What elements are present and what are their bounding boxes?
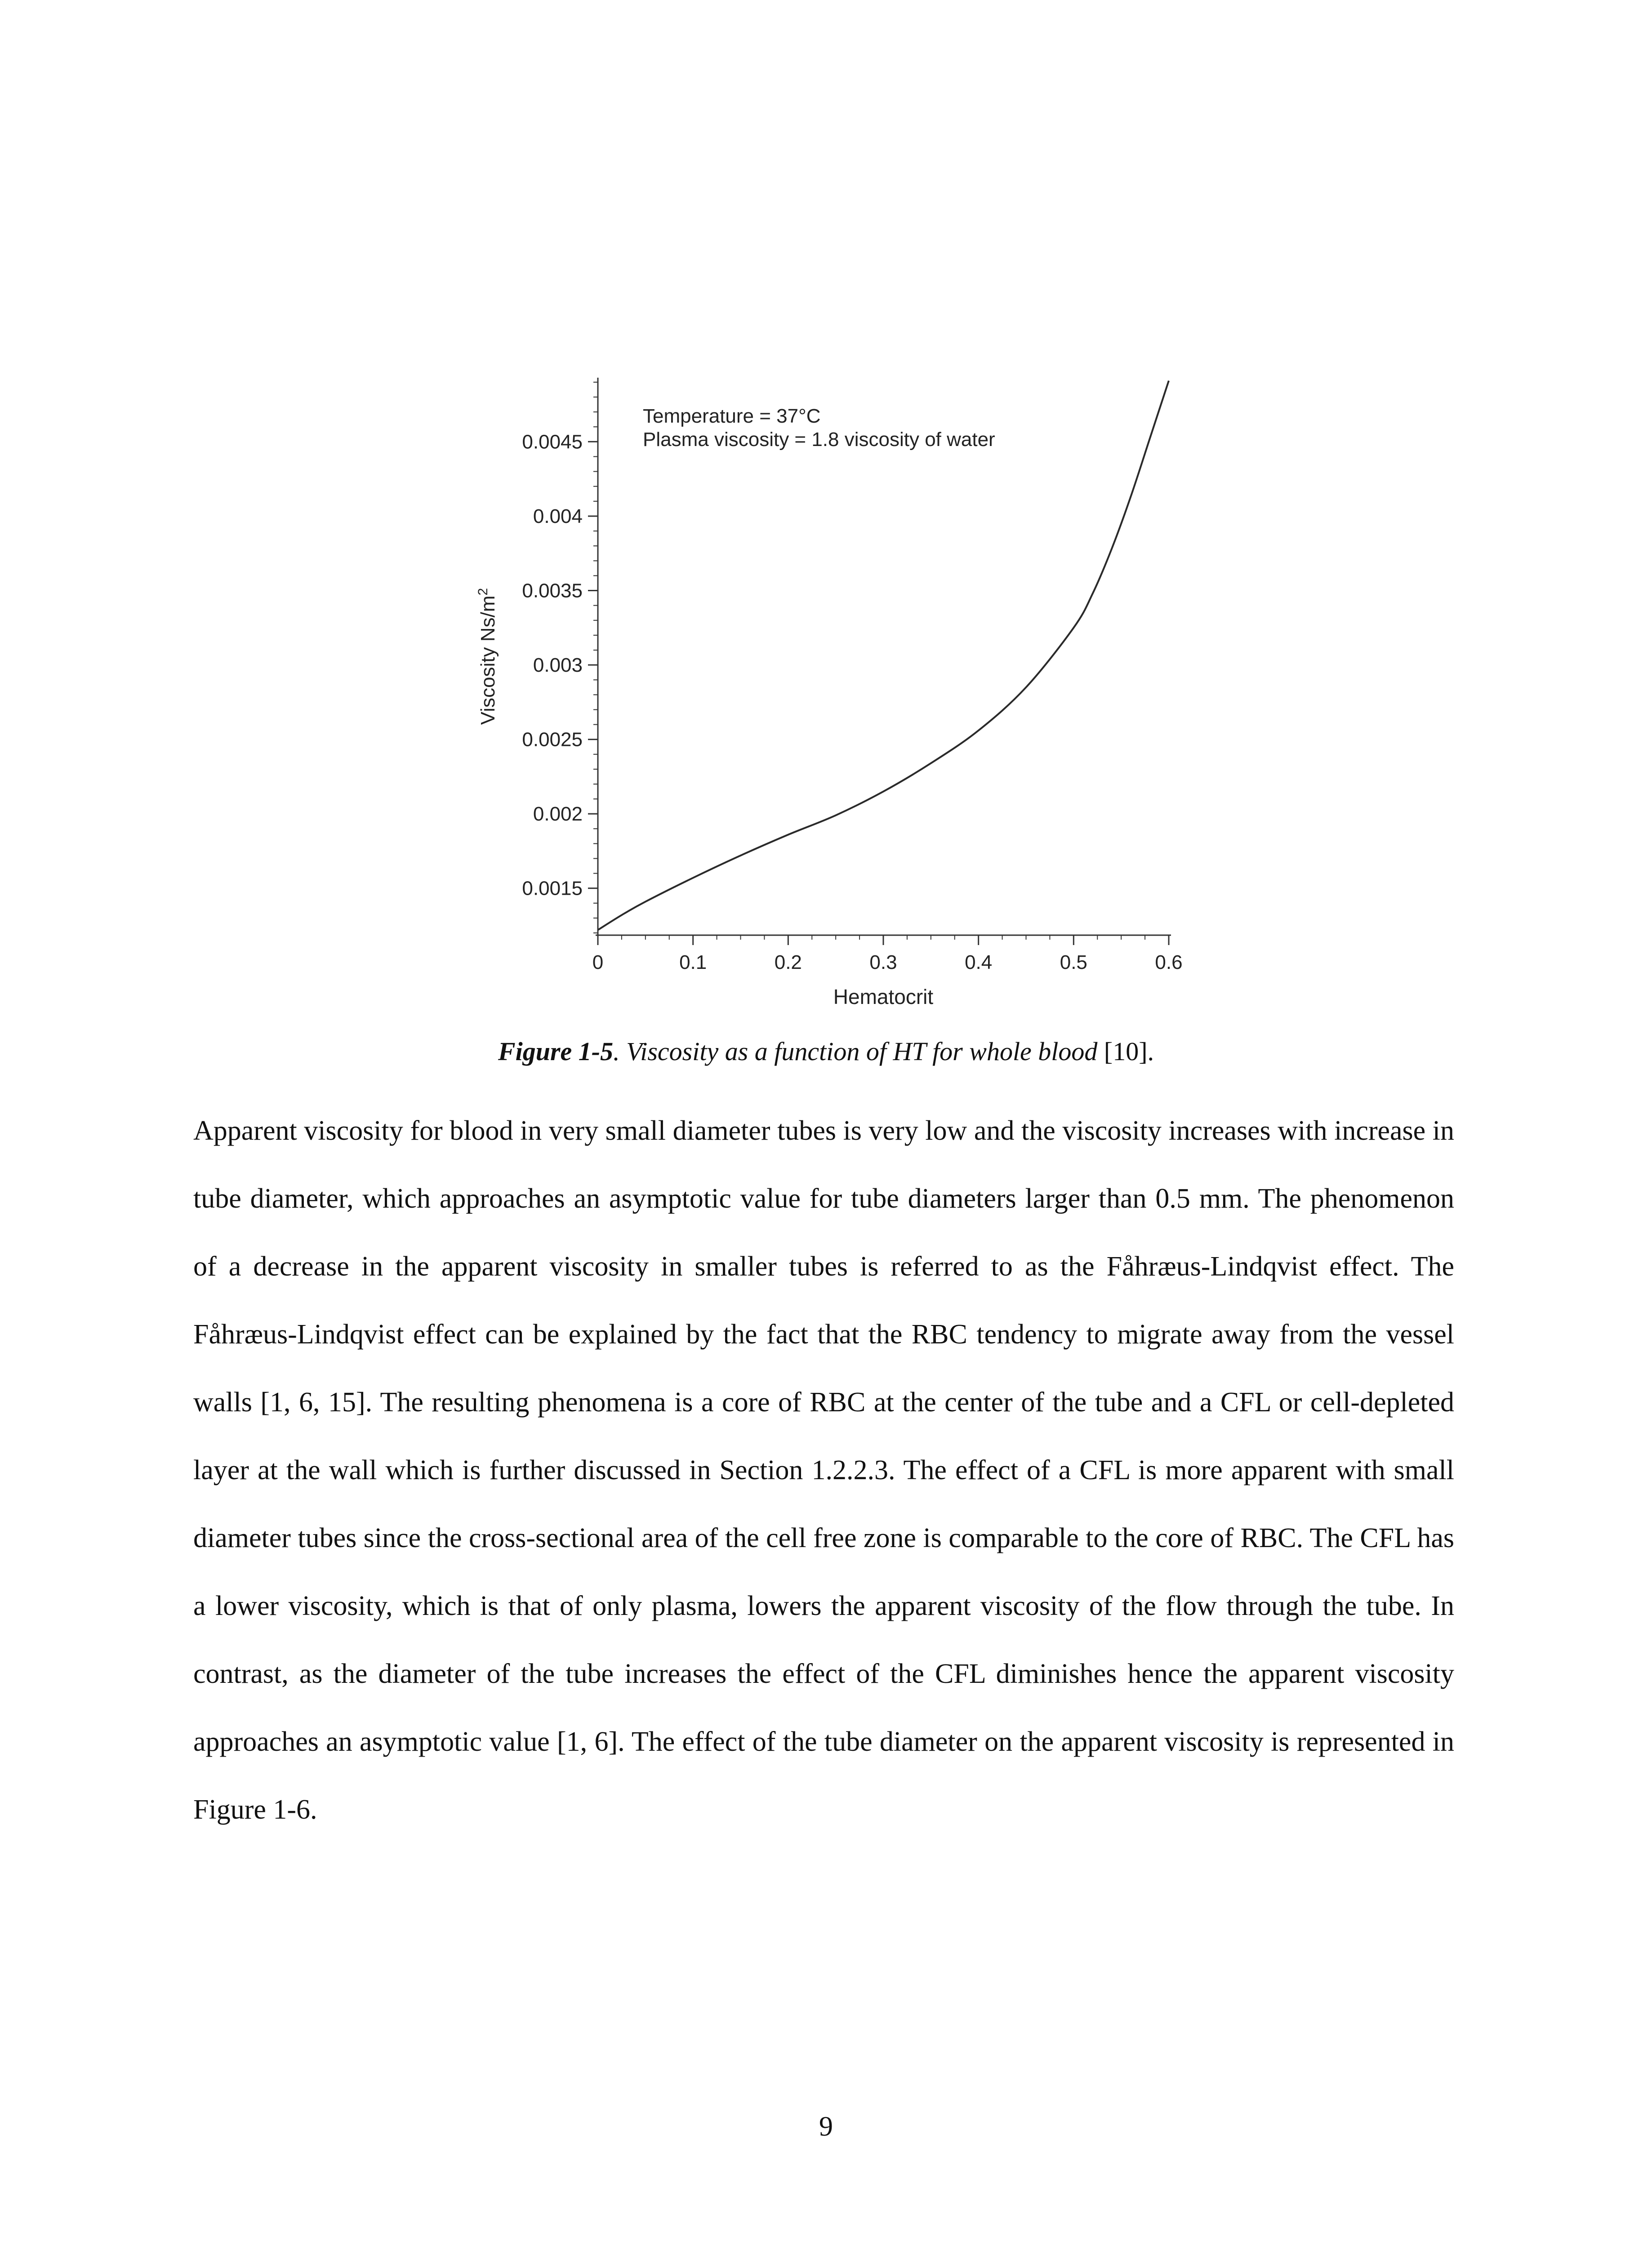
annotation-temperature: Temperature = 37°C: [643, 405, 821, 427]
y-axis: [522, 378, 598, 935]
x-tick-label: 0.4: [965, 951, 993, 973]
y-axis-label: [476, 588, 499, 725]
x-tick-label: 0.2: [774, 951, 802, 973]
y-tick-label: 0.0045: [522, 431, 583, 453]
x-tick-label: 0: [592, 951, 604, 973]
figure-caption-text: . Viscosity as a function of HT for whole blood: [613, 1037, 1098, 1066]
series-lines: [598, 381, 1169, 930]
y-tick-label: 0.0035: [522, 580, 583, 602]
figure-1-5: [450, 369, 1236, 1021]
page-number: 9: [819, 2111, 833, 2142]
viscosity-hematocrit-chart: [450, 369, 1236, 1021]
x-tick-label: 0.5: [1060, 951, 1087, 973]
y-axis-label-superscript: 2: [476, 588, 490, 596]
figure-caption-reference: [10].: [1097, 1037, 1154, 1066]
x-tick-label: 0.3: [869, 951, 897, 973]
body-paragraph: Apparent viscosity for blood in very small diameter tubes is very low and the viscosity increases with increase in tube diameter, which approaches an asymptotic value for tube diameters larger than 0.5 mm. The phenomenon of a decrease in the apparent viscosity in smaller tubes is referred to as the Fåhræus-Lindqvist effect. The Fåhræus-Lindqvist effect can be explained by the fact that the RBC tendency to migrate away from the vessel walls [1, 6, 15]. The resulting phenomena is a core of RBC at the center of the tube and a CFL or cell-depleted layer at the wall which is further discussed in Section 1.2.2.3. The effect of a CFL is more apparent with small diameter tubes since the cross-sectional area of the cell free zone is comparable to the core of RBC. The CFL has a lower viscosity, which is that of only plasma, lowers the apparent viscosity of the flow through the tube. In contrast, as the diameter of the tube increases the effect of the CFL diminishes hence the apparent viscosity approaches an asymptotic value [1, 6]. The effect of the tube diameter on the apparent viscosity is represented in Figure 1-6.: [193, 1115, 1454, 1825]
x-tick-label: 0.6: [1155, 951, 1183, 973]
y-axis-label-text: Viscosity Ns/m: [477, 595, 499, 725]
x-axis: [592, 935, 1183, 973]
y-tick-label: 0.004: [533, 505, 583, 527]
viscosity-curve: [598, 381, 1169, 930]
annotation-plasma-viscosity: Plasma viscosity = 1.8 viscosity of water: [643, 428, 995, 450]
figure-caption-label: Figure 1-5: [498, 1037, 614, 1066]
figure-caption: [0, 1039, 1652, 1065]
x-tick-label: 0.1: [679, 951, 707, 973]
y-tick-label: 0.0015: [522, 877, 583, 900]
x-axis-label: Hematocrit: [833, 985, 934, 1008]
y-tick-label: 0.003: [533, 654, 583, 677]
y-tick-label: 0.002: [533, 803, 583, 825]
y-tick-label: 0.0025: [522, 728, 583, 751]
